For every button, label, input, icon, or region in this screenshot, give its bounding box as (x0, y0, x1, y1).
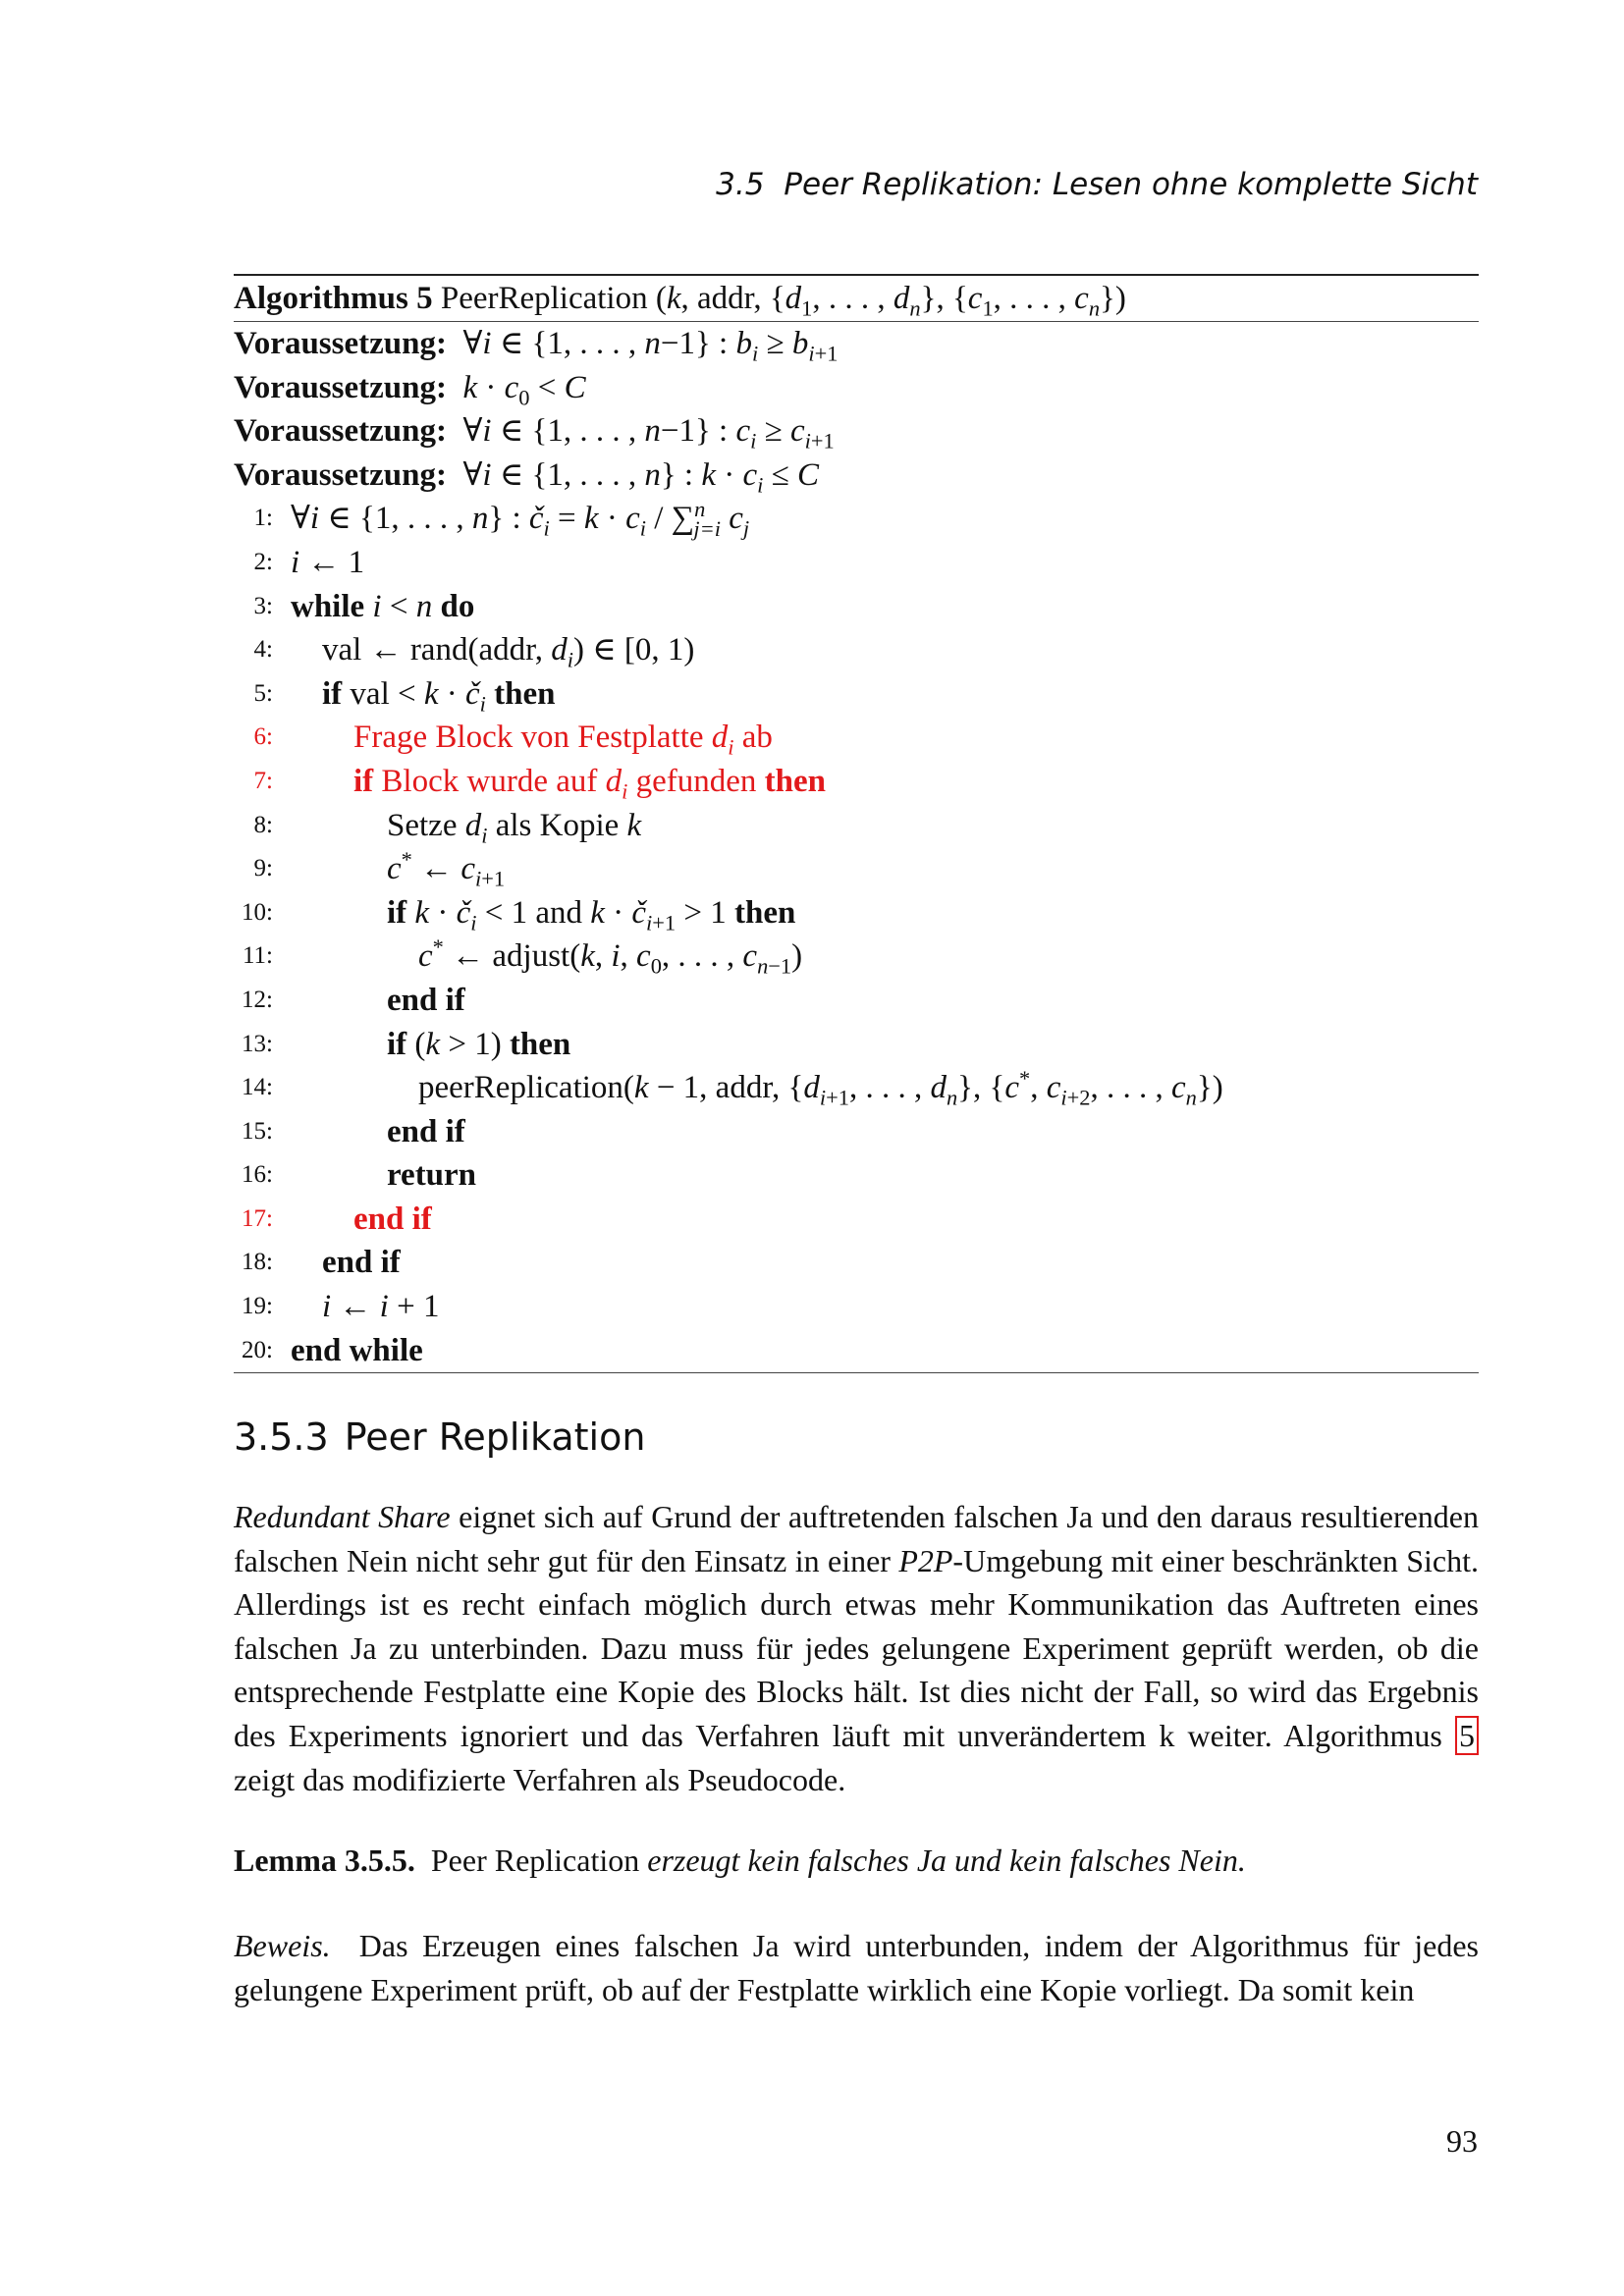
code-line (234, 672, 1479, 717)
section-heading (234, 1415, 645, 1459)
code-text: end while (291, 1332, 423, 1368)
paragraph-text: zeigt das modifizierte Verfahren als Pseudocode. (234, 1761, 846, 1797)
code-text: return (387, 1157, 477, 1194)
line-number: 5: (253, 679, 273, 707)
lemma-statement: erzeugt kein falsches Ja und kein falsches Nein. (647, 1842, 1246, 1878)
code-text: peerReplication(k − 1, addr, {$d_{i+1}$, . . . , $d_n$}, {c*, $c_{i+2}$, . . . , $c_n$}) (418, 1066, 1223, 1110)
line-number: 13: (242, 1030, 273, 1057)
code-text: Setze $d_i$ als Kopie k (387, 807, 642, 848)
requirement-4: ∀i ∈ {1, . . . , n} : $k \cdot c_i \le C$ (462, 456, 820, 498)
algorithm-name: PeerReplication (440, 281, 648, 316)
line-number: 10: (242, 898, 273, 926)
code-line-highlighted (234, 760, 1479, 804)
line-number: 16: (242, 1161, 273, 1189)
requirement-3: ∀i ∈ {1, . . . , n−1} : $c_i \ge c_{i+1}$ (462, 413, 835, 454)
code-line (234, 1110, 1479, 1154)
code-line-highlighted (234, 1198, 1479, 1242)
term-p2p: P2P (898, 1542, 953, 1578)
code-line (234, 1066, 1479, 1110)
requirement-line (234, 454, 1479, 498)
paragraph-text: eignet sich auf Grund der auftretenden falschen Ja und den daraus resultierenden falschen Nein nicht sehr gut für den Einsatz in einer (234, 1499, 1480, 1578)
body-paragraph (234, 1495, 1479, 1801)
line-number: 7: (253, 767, 273, 794)
header-section-title: Peer Replikation: Lesen ohne komplette Sicht (784, 167, 1478, 202)
code-text: end if (387, 1113, 465, 1149)
algorithm-title (234, 276, 1479, 322)
code-text: i ← i + 1 (322, 1289, 440, 1325)
code-text: if val < $k \cdot č_i$ then (322, 675, 556, 717)
line-number: 11: (242, 942, 273, 970)
code-text: while i < n do (291, 588, 475, 624)
proof-text: Das Erzeugen eines falschen Ja wird unterbunden, indem der Algorithmus für jedes gelungene Experiment prüft, ob auf der Festplatte wirklich eine Kopie vorliegt. Da somit kein (234, 1928, 1480, 2007)
line-number: 17: (242, 1204, 273, 1232)
code-line (234, 934, 1479, 979)
algorithm-box (234, 274, 1479, 1373)
code-line (234, 847, 1479, 891)
requirement-line (234, 366, 1479, 410)
code-line (234, 1285, 1479, 1329)
line-number: 1: (253, 505, 273, 532)
code-text: c* ← $c_{i+1}$ (387, 847, 506, 891)
code-line (234, 1153, 1479, 1198)
code-text: if $k \cdot č_i < 1$ and $k \cdot č_{i+1} > 1$ then (387, 894, 796, 935)
line-number: 4: (253, 636, 273, 664)
code-line-highlighted (234, 716, 1479, 760)
algorithm-reference-link[interactable]: 5 (1455, 1716, 1479, 1755)
line-number: 20: (242, 1336, 273, 1363)
proof-label: Beweis. (234, 1928, 331, 1963)
code-line (234, 628, 1479, 672)
code-line (234, 1241, 1479, 1285)
term-redundant-share: Redundant Share (234, 1499, 451, 1534)
page-number: 93 (1446, 2123, 1478, 2159)
code-line (234, 541, 1479, 585)
code-text: end if (353, 1201, 432, 1237)
code-text: ∀i ∈ {1, . . . , n} : $č_i = k \cdot c_i / \sum^n_{j=i}$ $c_j$ (291, 497, 750, 541)
code-line (234, 497, 1479, 541)
code-text: end if (387, 982, 465, 1018)
requirement-2: $k \cdot c_0 < C$ (462, 369, 586, 410)
code-line (234, 585, 1479, 629)
running-header (716, 167, 1478, 202)
line-number: 12: (242, 986, 273, 1013)
line-number: 8: (253, 811, 273, 838)
lemma (234, 1839, 1479, 1883)
code-line (234, 804, 1479, 848)
proof (234, 1924, 1479, 2011)
line-number: 9: (253, 855, 273, 882)
line-number: 18: (242, 1249, 273, 1276)
lemma-label: Lemma 3.5.5. (234, 1842, 415, 1878)
line-number: 6: (253, 723, 273, 751)
requirement-keyword: Voraussetzung: (234, 369, 447, 405)
line-number: 3: (253, 592, 273, 619)
algorithm-signature: (k, addr, {$d_1$, . . . , $d_n$}, {$c_1$, . . . , $c_n$}) (655, 281, 1126, 321)
code-line (234, 1023, 1479, 1067)
paragraph-text: -Umgebung mit einer beschränkten Sicht. Allerdings ist es recht einfach möglich durch etwas mehr Kommunikation das Auftreten eines falschen Ja zu unterbinden. Dazu muss für jedes gelungene Experiment geprüft werden, ob die entsprechende Festplatte eine Kopie des Blocks hält. Ist dies nicht der Fall, so wird das Ergebnis des Experiments ignoriert und das Verfahren läuft mit unverändertem k weiter. Algorithmus (234, 1542, 1480, 1753)
line-number: 14: (242, 1074, 273, 1101)
code-text: if (k > 1) then (387, 1026, 571, 1062)
requirement-1: ∀i ∈ {1, . . . , n−1} : $b_i \ge b_{i+1}$ (462, 326, 839, 366)
code-line (234, 1329, 1479, 1373)
code-text: c* ← adjust(k, i, $c_0$, . . . , $c_{n-1}$) (418, 934, 803, 979)
line-number: 15: (242, 1117, 273, 1145)
code-line (234, 891, 1479, 935)
code-text: Frage Block von Festplatte $d_i$ ab (353, 720, 773, 760)
line-number: 19: (242, 1293, 273, 1320)
code-text: if Block wurde auf $d_i$ gefunden then (353, 763, 826, 804)
requirement-line (234, 409, 1479, 454)
line-number: 2: (253, 548, 273, 575)
section-title: Peer Replikation (344, 1415, 646, 1459)
code-text: val ← rand(addr, $d_i$) ∈ [0, 1) (322, 632, 695, 672)
requirement-keyword: Voraussetzung: (234, 326, 447, 361)
code-text: end if (322, 1245, 401, 1281)
code-text: i ← 1 (291, 544, 365, 580)
requirement-line (234, 322, 1479, 366)
lemma-name: Peer Replication (430, 1842, 640, 1878)
code-line (234, 979, 1479, 1023)
algorithm-label: Algorithmus 5 (234, 281, 433, 316)
header-section-number: 3.5 (716, 167, 765, 202)
requirement-keyword: Voraussetzung: (234, 456, 447, 493)
requirement-keyword: Voraussetzung: (234, 413, 447, 450)
section-number: 3.5.3 (234, 1415, 329, 1459)
